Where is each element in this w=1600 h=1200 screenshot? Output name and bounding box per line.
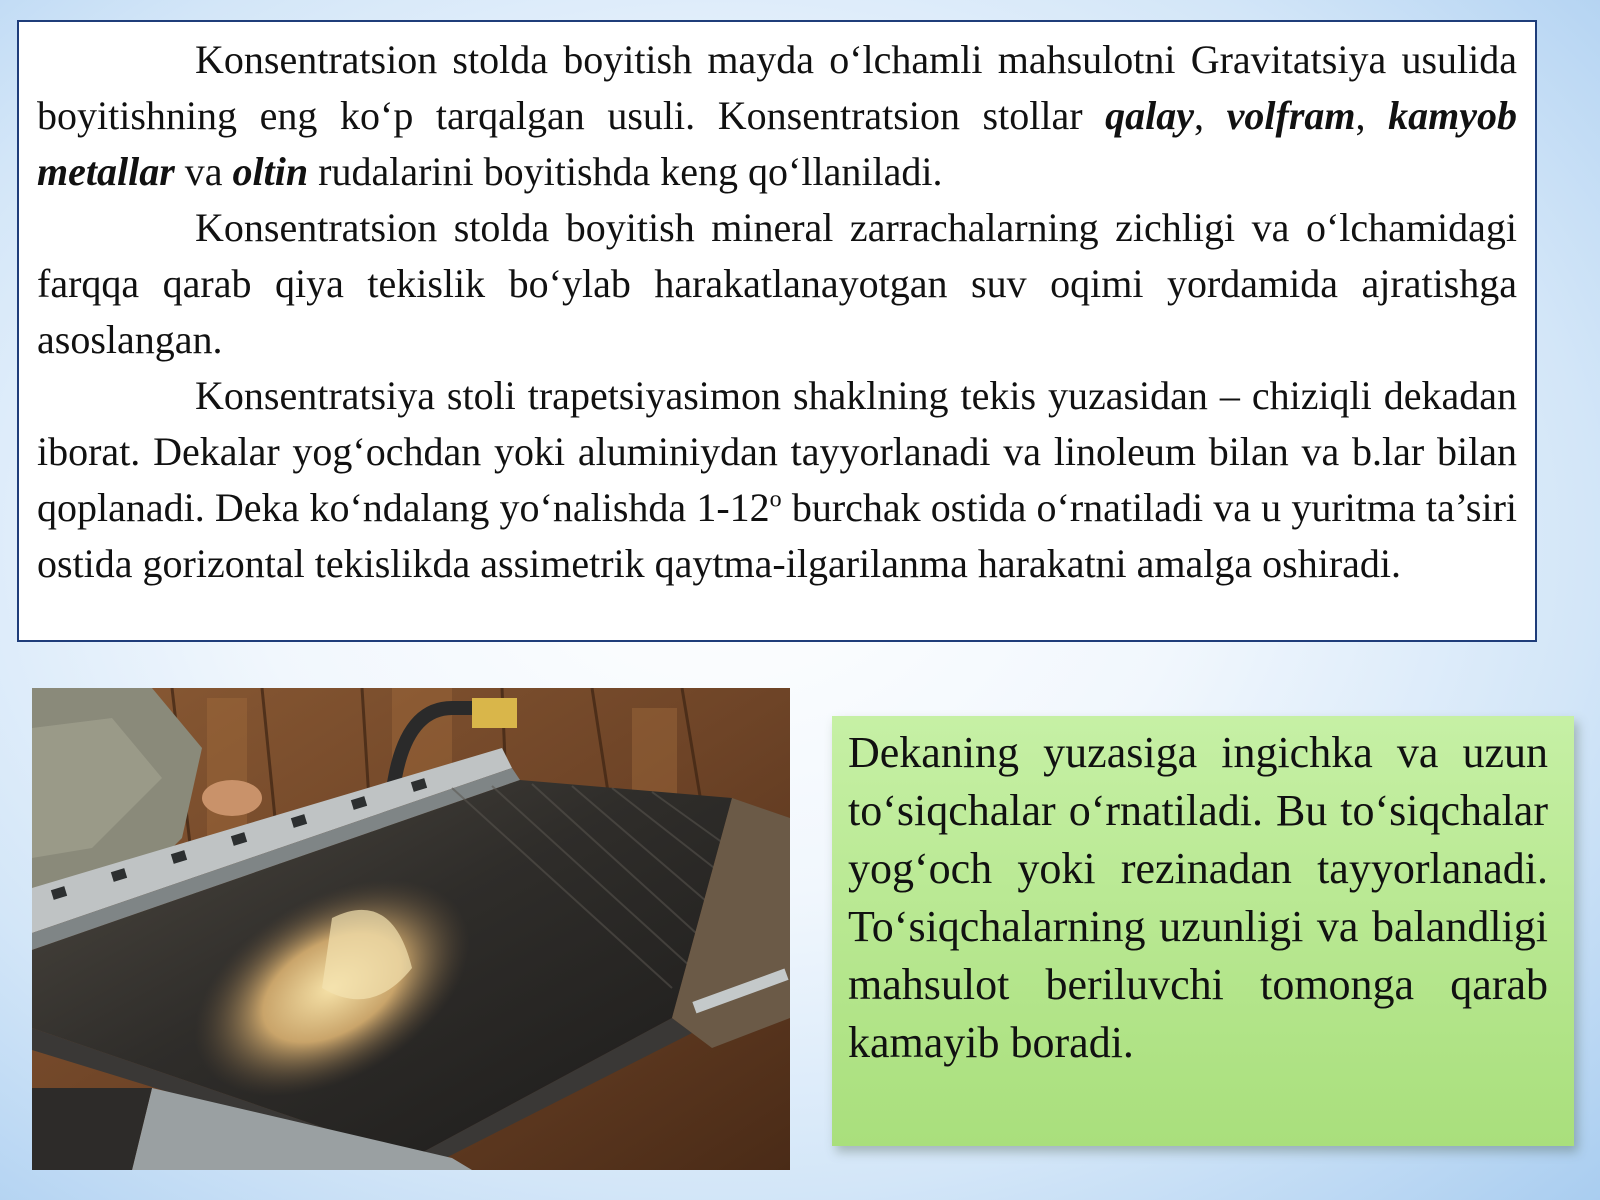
term-oltin: oltin bbox=[232, 149, 309, 194]
paragraph-1-text-b: rudalarini boyitishda keng qo‘llaniladi. bbox=[308, 149, 943, 194]
paragraph-3-text-b: burchak ostida o‘rnatiladi va u yuritma ta’siri ostida gorizontal tekislikda assimetrik qaytma-ilgarilanma harakatni amalga oshiradi. bbox=[37, 485, 1517, 586]
paragraph-3-text-a: Konsentratsiya stoli trapetsiyasimon shaklning tekis yuzasidan – chiziqli dekadan iborat. Dekalar yog‘ochdan yoki aluminiydan tayyorlanadi va linoleum bilan va b.lar bilan qoplanadi. Deka ko‘ndalang yo‘nalishda 1-12 bbox=[37, 373, 1517, 530]
info-callout-box bbox=[832, 716, 1574, 1146]
degree-superscript: o bbox=[769, 486, 782, 513]
comma-2: , bbox=[1355, 93, 1389, 138]
paragraph-1-text-a: Konsentratsion stolda boyitish mayda o‘lchamli mahsulotni Gravitatsiya usulida boyitishning eng ko‘p tarqalgan usuli. Konsentratsion stollar bbox=[37, 37, 1517, 138]
paragraph-3 bbox=[37, 368, 1517, 592]
paragraph-1 bbox=[37, 32, 1517, 200]
term-volfram: volfram bbox=[1226, 93, 1356, 138]
term-kamyob-metallar: kamyob metallar bbox=[37, 93, 1518, 194]
photo-illustration bbox=[32, 688, 790, 1170]
comma-1: , bbox=[1194, 93, 1227, 138]
main-textbox bbox=[17, 20, 1537, 642]
conjunction-va: va bbox=[174, 149, 233, 194]
term-qalay: qalay bbox=[1105, 93, 1195, 138]
paragraph-2: Konsentratsion stolda boyitish mineral zarrachalarning zichligi va o‘lchamidagi farqqa qarab qiya tekislik bo‘ylab harakatlanayotgan suv oqimi yordamida ajratishga asoslangan. bbox=[37, 205, 1517, 362]
concentration-table-photo bbox=[32, 688, 790, 1170]
info-callout-text: Dekaning yuzasiga ingichka va uzun to‘siqchalar o‘rnatiladi. Bu to‘siqchalar yog‘och yoki rezinadan tayyorlanadi. To‘siqchalarning uzunligi va balandligi mahsulot beriluvchi tomonga qarab kamayib boradi. bbox=[848, 728, 1548, 1067]
